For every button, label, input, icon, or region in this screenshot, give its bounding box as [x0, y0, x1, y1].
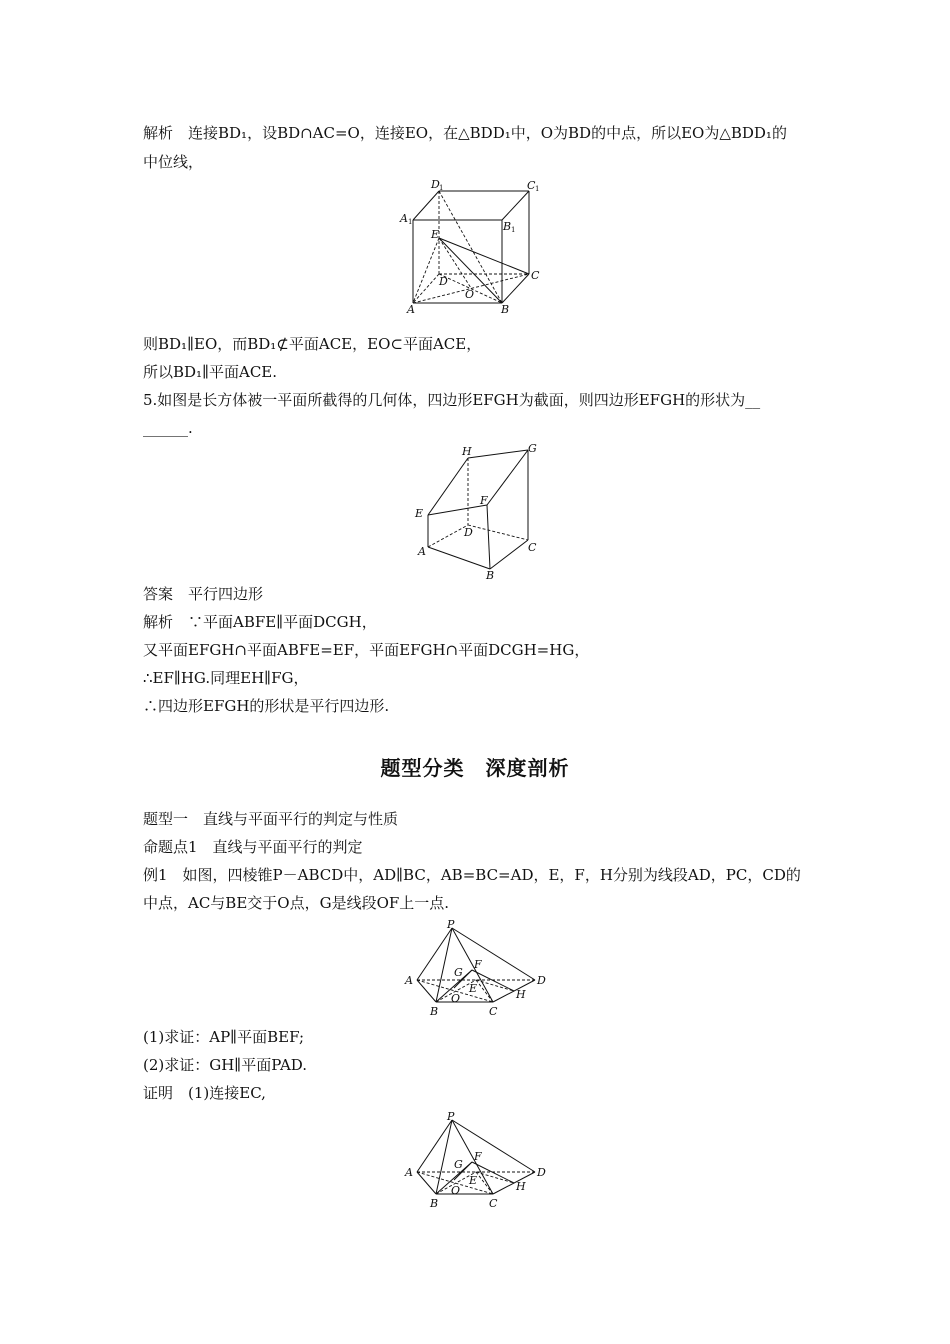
q5-analysis-line-3: ∴EF∥HG.同理EH∥FG，	[143, 669, 309, 687]
svg-text:1: 1	[511, 226, 516, 234]
label-P: P	[447, 1110, 455, 1123]
label-P: P	[447, 918, 455, 931]
label-O: O	[451, 1184, 461, 1197]
label-C: C	[489, 1197, 498, 1210]
label-D1: D	[431, 178, 440, 191]
label-B: B	[501, 303, 510, 316]
prism-figure	[410, 442, 550, 582]
section-title: 题型分类 深度剖析	[380, 756, 570, 780]
label-E: E	[415, 507, 424, 520]
svg-text:1: 1	[535, 185, 540, 193]
question-5-line-1: 5.如图是长方体被一平面所截得的几何体，四边形EFGH为截面，则四边形EFGH的形状为__	[143, 391, 761, 409]
label-C: C	[528, 541, 537, 554]
label-D: D	[439, 275, 448, 288]
label-A: A	[407, 303, 415, 316]
label-D: D	[537, 1166, 546, 1179]
label-F: F	[474, 958, 482, 971]
example-line-2: 中点，AC与BE交于O点，G是线段OF上一点.	[143, 894, 450, 912]
type1-subheading: 命题点1 直线与平面平行的判定	[143, 838, 363, 856]
label-C1: C	[527, 179, 536, 192]
question-2: (2)求证：GH∥平面PAD.	[143, 1056, 308, 1074]
label-G: G	[454, 966, 463, 979]
label-H: H	[462, 445, 472, 458]
proof-line: 证明 (1)连接EC,	[143, 1084, 266, 1102]
label-F: F	[480, 494, 488, 507]
label-O: O	[465, 288, 475, 301]
label-F: F	[474, 1150, 482, 1163]
analysis-line-3: 则BD₁∥EO，而BD₁⊄平面ACE，EO⊂平面ACE，	[143, 335, 482, 353]
question-5-line-2: ______.	[143, 419, 193, 437]
label-E: E	[431, 228, 440, 241]
label-A: A	[405, 1166, 413, 1179]
q5-analysis-line-4: ∴四边形EFGH的形状是平行四边形.	[143, 697, 390, 715]
cube-figure	[395, 178, 555, 318]
label-B: B	[430, 1005, 439, 1018]
label-D: D	[464, 526, 473, 539]
label-A: A	[418, 545, 426, 558]
label-C: C	[489, 1005, 498, 1018]
label-A: A	[405, 974, 413, 987]
label-H: H	[516, 1180, 526, 1193]
pyramid-figure-1	[400, 918, 555, 1018]
answer-line: 答案 平行四边形	[143, 585, 264, 603]
label-H: H	[516, 988, 526, 1001]
svg-text:1: 1	[439, 184, 444, 192]
analysis-line-2: 中位线，	[143, 153, 204, 171]
label-G: G	[528, 442, 537, 455]
analysis-line-1: 解析 连接BD₁，设BD∩AC=O，连接EO，在△BDD₁中，O为BD的中点，所以EO为△BDD₁的	[143, 124, 787, 142]
label-G: G	[454, 1158, 463, 1171]
label-C: C	[531, 269, 540, 282]
analysis-line-4: 所以BD₁∥平面ACE.	[143, 363, 278, 381]
svg-text:1: 1	[408, 218, 413, 226]
label-B1: B	[503, 220, 512, 233]
label-B: B	[430, 1197, 439, 1210]
label-E: E	[469, 982, 478, 995]
q5-analysis-line-1: 解析 ∵平面ABFE∥平面DCGH，	[143, 613, 377, 631]
type1-heading: 题型一 直线与平面平行的判定与性质	[143, 810, 399, 828]
question-1: (1)求证：AP∥平面BEF;	[143, 1028, 305, 1046]
label-A1: A	[400, 212, 408, 225]
label-O: O	[451, 992, 461, 1005]
label-E: E	[469, 1174, 478, 1187]
q5-analysis-line-2: 又平面EFGH∩平面ABFE=EF，平面EFGH∩平面DCGH=HG，	[143, 641, 590, 659]
label-D: D	[537, 974, 546, 987]
label-B: B	[486, 569, 495, 582]
example-line-1: 例1 如图，四棱锥P－ABCD中，AD∥BC，AB=BC=AD，E，F，H分别为线段AD，PC，CD的	[143, 866, 801, 884]
pyramid-figure-2	[400, 1110, 555, 1210]
